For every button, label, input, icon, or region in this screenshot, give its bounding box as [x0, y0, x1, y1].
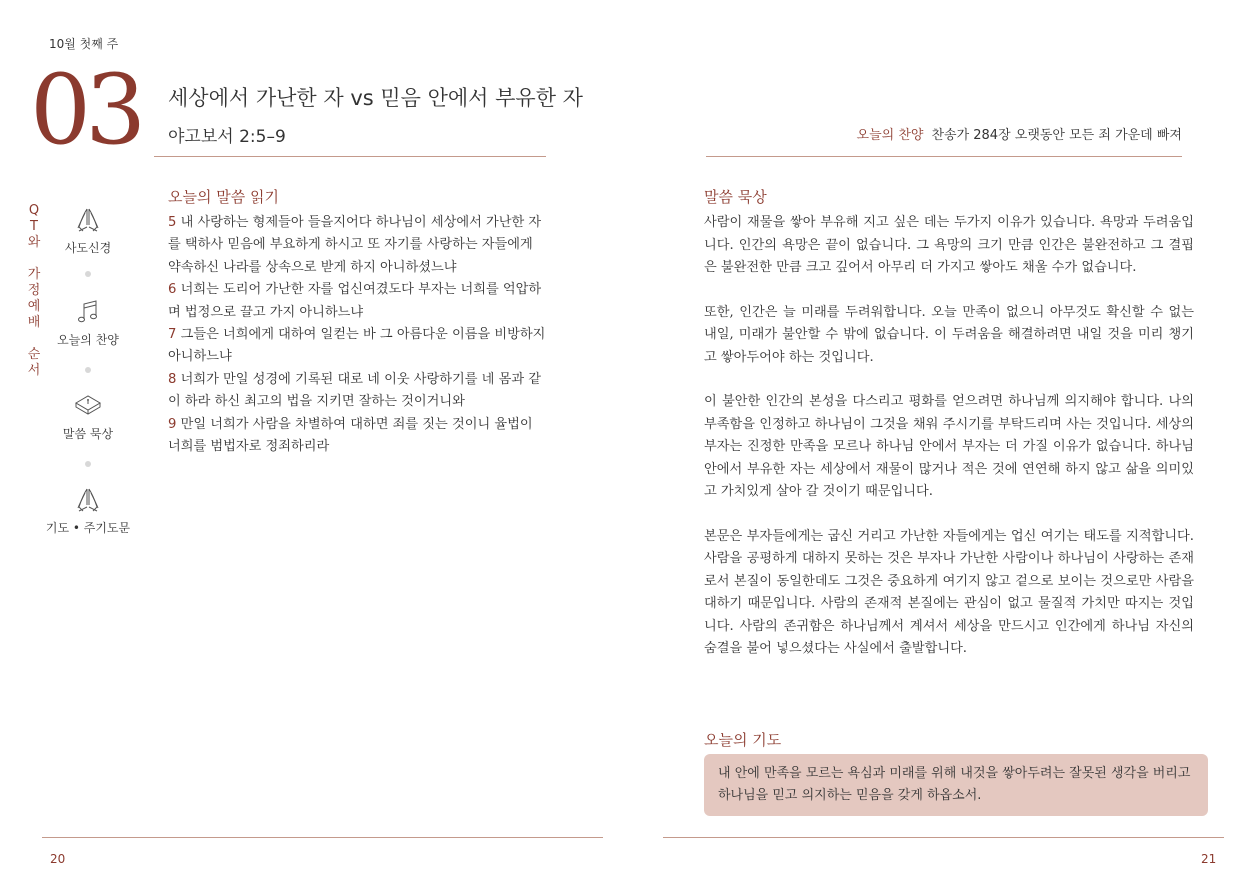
scripture-reference: 야고보서 2:5–9 [168, 127, 286, 147]
vertical-char: 정 [27, 283, 41, 298]
verse-number: 9 [168, 416, 177, 432]
sidebar-vertical-title [27, 203, 41, 379]
vertical-char: 와 [27, 235, 41, 250]
page-title: 세상에서 가난한 자 vs 믿음 안에서 부유한 자 [168, 86, 583, 110]
vertical-char: 배 [27, 315, 41, 330]
verse-text: 너희가 만일 성경에 기록된 대로 네 이웃 사랑하기를 네 몸과 같이 하라 하신 최고의 법을 지키면 잘하는 것이거니와 [168, 371, 541, 410]
sidebar-dot [85, 271, 91, 277]
footer-divider-right [663, 837, 1224, 838]
music-note-icon [73, 297, 103, 327]
meditation-paragraph: 본문은 부자들에게는 굽신 거리고 가난한 자들에게는 업신 여기는 태도를 지적합니다. 사람을 공평하게 대하지 못하는 것은 부자나 가난한 사람이나 하나님이 사랑하는 존재로서 본질이 동일한데도 그것은 중요하게 여기지 않고 겉으로 보이는 것으로만 사람을 대하기 때문입니다. 사람의 존재적 본질에는 관심이 없고 물질적 가치만 따지는 것입니다. 사람의 존귀함은 하나님께서 계셔서 세상을 만드시고 인간에게 하나님 자신의 숨결을 불어 넣으셨다는 사실에서 출발합니다. [704, 528, 1194, 656]
sidebar-item-label: 오늘의 찬양 [57, 333, 119, 347]
meditation-paragraph: 사람이 재물을 쌓아 부유해 지고 싶은 데는 두가지 이유가 있습니다. 욕망과 두려움입니다. 인간의 욕망은 끝이 없습니다. 그 욕망의 크기 만큼 인간은 불완전하고 그 결핍은 불완전한 만큼 크고 깊어서 아무리 더 가지고 쌓아도 채울 수가 없습니다. [704, 215, 1194, 275]
meditation-paragraph: 또한, 인간은 늘 미래를 두려워합니다. 오늘 만족이 없으니 아무것도 확신할 수 없는 내일, 미래가 불안할 수 밖에 없습니다. 이 두려움을 해결하려면 내일 것을 미리 챙기고 쌓아두어야 하는 것입니다. [704, 304, 1194, 365]
meditation-paragraph: 이 불안한 인간의 본성을 다스리고 평화를 얻으려면 하나님께 의지해야 합니다. 나의 부족함을 인정하고 하나님이 그것을 채워 주시기를 부탁드리며 사는 것입니다. 세상의 부자는 진정한 만족을 모르나 하나님 안에서 부자는 더 가질 이유가 없습니다. 하나님 안에서 부유한 자는 세상에서 재물이 많거나 적은 것에 연연해 하지 않고 삶을 의미있고 가치있게 살아 갈 것이기 때문입니다. [704, 394, 1194, 499]
praying-hands-icon [73, 205, 103, 235]
meditation-heading: 말씀 묵상 [704, 188, 767, 206]
lesson-number: 03 [30, 54, 141, 166]
sidebar-item-meditation [43, 391, 133, 442]
vertical-char: 예 [27, 299, 41, 314]
verse [168, 414, 548, 459]
verse-number: 8 [168, 371, 177, 387]
vertical-char: 가 [27, 267, 41, 282]
sidebar-item-creed [43, 205, 133, 256]
sidebar-item-prayer [43, 485, 133, 536]
prayer-heading: 오늘의 기도 [704, 731, 782, 749]
sidebar-item-label: 기도 • 주기도문 [45, 521, 131, 535]
footer-divider-left [42, 837, 603, 838]
verse-text: 만일 너희가 사람을 차별하여 대하면 죄를 짓는 것이니 율법이 너희를 범법자로 정죄하리라 [168, 416, 533, 455]
page-number-right: 21 [1201, 852, 1217, 866]
sidebar-item-label: 사도신경 [64, 241, 112, 255]
page-number-left: 20 [50, 852, 66, 866]
meditation-body [704, 212, 1194, 683]
verse-text: 그들은 너희에게 대하여 일컫는 바 그 아름다운 이름을 비방하지 아니하느냐 [168, 327, 546, 365]
hymn-text: 찬송가 284장 오랫동안 모든 죄 가운데 빠져 [931, 128, 1182, 143]
verse-number: 5 [168, 215, 177, 230]
bible-icon [72, 391, 104, 421]
hymn-of-the-day [857, 124, 1182, 143]
vertical-char: T [30, 219, 38, 234]
verse [168, 324, 548, 369]
sidebar-item-label: 말씀 묵상 [62, 427, 114, 441]
verse-number: 6 [168, 282, 177, 298]
sidebar-item-hymn [43, 297, 133, 348]
vertical-char: 순 [27, 347, 41, 362]
vertical-char: 서 [27, 363, 41, 378]
sidebar-dot [85, 461, 91, 467]
verse-text: 내 사랑하는 형제들아 들을지어다 하나님이 세상에서 가난한 자를 택하사 믿음에 부요하게 하시고 또 자기를 사랑하는 자들에게 약속하신 나라를 상속으로 받게 하지 아니하셨느냐 [168, 215, 542, 275]
verse [168, 279, 548, 324]
verse [168, 369, 548, 414]
verse-text: 너희는 도리어 가난한 자를 업신여겼도다 부자는 너희를 억압하며 법정으로 끌고 가지 아니하느냐 [168, 282, 542, 320]
verse-number: 7 [168, 327, 177, 343]
reading-heading: 오늘의 말씀 읽기 [168, 188, 279, 206]
verse-list [168, 212, 548, 458]
prayer-box: 내 안에 만족을 모르는 욕심과 미래를 위해 내것을 쌓아두려는 잘못된 생각을 버리고 하나님을 믿고 의지하는 믿음을 갖게 하옵소서. [704, 754, 1208, 816]
sidebar-dot [85, 367, 91, 373]
verse [168, 212, 548, 279]
vertical-char: Q [28, 203, 40, 218]
hymn-label: 오늘의 찬양 [856, 128, 924, 143]
praying-hands-icon [73, 485, 103, 515]
header-divider-right [706, 156, 1182, 157]
header-divider-left [154, 156, 546, 157]
week-label: 10월 첫째 주 [49, 37, 119, 51]
